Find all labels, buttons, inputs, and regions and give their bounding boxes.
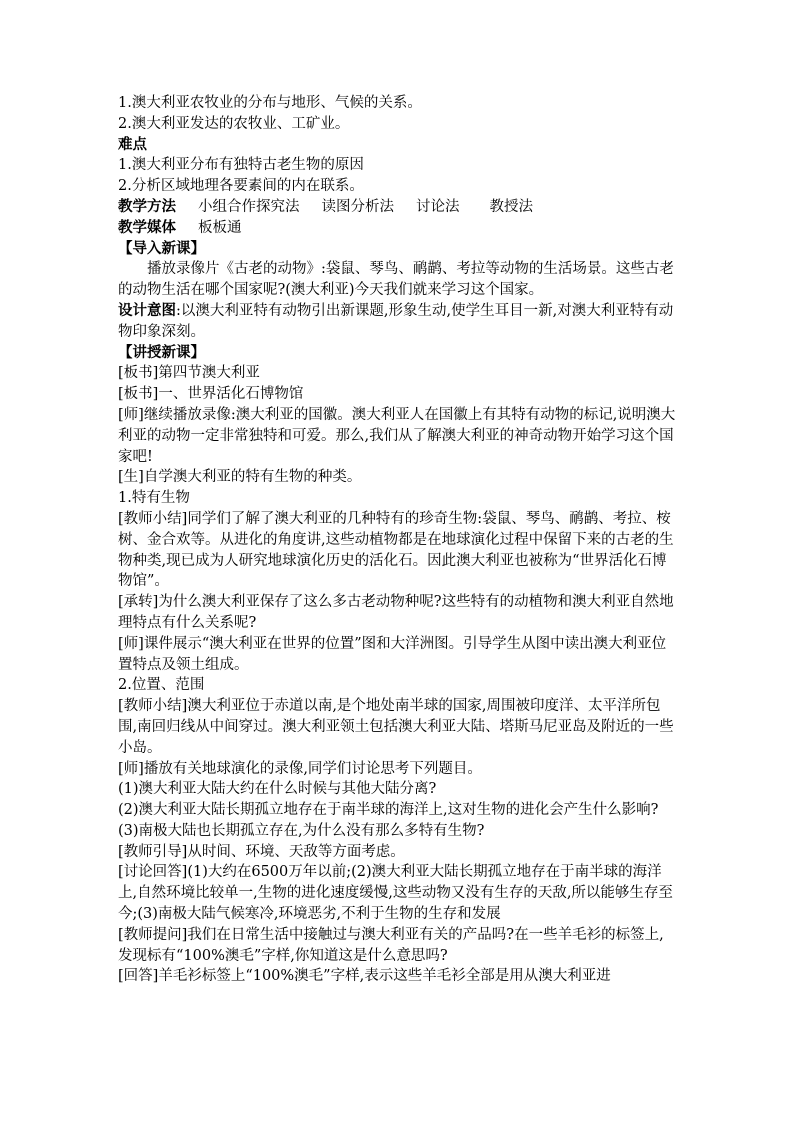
teaching-media-value: 板板通: [198, 219, 242, 236]
paragraph: [生]自学澳大利亚的特有生物的种类。: [118, 469, 362, 486]
paragraph: [教师小结]澳大利亚位于赤道以南,是个地处南半球的国家,周围被印度洋、太平洋所包围,南回归线从中间穿过。澳大利亚领土包括澳大利亚大陆、塔斯马尼亚岛及附近的一些小岛。: [118, 698, 674, 756]
paragraph: 2.位置、范围: [118, 677, 205, 694]
paragraph: (3)南极大陆也长期孤立存在,为什么没有那么多特有生物?: [118, 822, 485, 839]
intro-paragraph: 播放录像片《古老的动物》:袋鼠、琴鸟、鸸鹋、考拉等动物的生活场景。这些古老的动物生活在哪个国家呢?(澳大利亚)今天我们就来学习这个国家。: [118, 261, 674, 299]
paragraph: [板书]第四节澳大利亚: [118, 365, 260, 382]
difficulty-2: 2.分析区域地理各要素间的内在联系。: [118, 178, 364, 195]
design-intent-label: 设计意图: [118, 301, 176, 319]
point-2: 2.澳大利亚发达的农牧业、工矿业。: [118, 115, 350, 132]
paragraph: [师]继续播放录像:澳大利亚的国徽。澳大利亚人在国徽上有其特有动物的标记,说明澳大利亚的动物一定非常独特和可爱。那么,我们从了解澳大利亚的神奇动物开始学习这个国家吧!: [118, 406, 676, 465]
paragraph: [教师引导]从时间、环境、天敌等方面考虑。: [118, 843, 405, 860]
method-item: 小组合作探究法: [198, 198, 300, 215]
paragraph: (2)澳大利亚大陆长期孤立地存在于南半球的海洋上,这对生物的进化会产生什么影响?: [118, 802, 659, 819]
paragraph: [教师小结]同学们了解了澳大利亚的几种特有的珍奇生物:袋鼠、琴鸟、鸸鹋、考拉、桉树、金合欢等。从进化的角度讲,这些动植物都是在地球演化过程中保留下来的古老的生物种类,现已成为人研究地球演化历史的活化石。因此澳大利亚也被称为“世界活化石博物馆”。: [118, 510, 674, 590]
point-1: 1.澳大利亚农牧业的分布与地形、气候的关系。: [118, 95, 422, 111]
paragraph: [师]课件展示“澳大利亚在世界的位置”图和大洋洲图。引导学生从图中读出澳大利亚位置特点及领土组成。: [118, 635, 667, 673]
design-intent-text: :以澳大利亚特有动物引出新课题,形象生动,使学生耳目一新,对澳大利亚特有动物印象深刻。: [118, 302, 674, 340]
teaching-methods-row: [118, 197, 678, 218]
paragraph: [回答]羊毛衫标签上“100%澳毛”字样,表示这些羊毛衫全部是用从澳大利亚进: [118, 968, 611, 985]
document-page: [118, 93, 678, 987]
paragraph: [讨论回答](1)大约在6500万年以前;(2)澳大利亚大陆长期孤立地存在于南半球的海洋上,自然环境比较单一,生物的进化速度缓慢,这些动物又没有生存的天敌,所以能够生存至今;(3)南极大陆气候寒冷,环境恶劣,不利于生物的生存和发展: [118, 864, 673, 923]
paragraph: (1)澳大利亚大陆大约在什么时候与其他大陆分离?: [118, 781, 437, 798]
teaching-methods-label: 教学方法: [118, 197, 176, 215]
section-heading-intro: 【导入新课】: [118, 239, 205, 257]
difficulty-1: 1.澳大利亚分布有独特古老生物的原因: [118, 157, 364, 174]
method-item: 讨论法: [416, 198, 460, 215]
section-heading-lecture: 【讲授新课】: [118, 343, 205, 361]
section-heading-difficulty: 难点: [118, 135, 147, 153]
paragraph: [承转]为什么澳大利亚保存了这么多古老动物种呢?这些特有的动植物和澳大利亚自然地理特点有什么关系呢?: [118, 594, 674, 631]
method-item: 读图分析法: [321, 198, 394, 215]
teaching-media-row: [118, 218, 678, 239]
method-item: 教授法: [489, 198, 533, 215]
paragraph: 1.特有生物: [118, 490, 190, 507]
paragraph: [教师提问]我们在日常生活中接触过与澳大利亚有关的产品吗?在一些羊毛衫的标签上,发现标有“100%澳毛”字样,你知道这是什么意思吗?: [118, 926, 664, 964]
design-intent-paragraph: [118, 301, 678, 343]
paragraph: [师]播放有关地球演化的录像,同学们讨论思考下列题目。: [118, 760, 482, 777]
paragraph: [板书]一、世界活化石博物馆: [118, 386, 304, 403]
teaching-media-label: 教学媒体: [118, 218, 176, 236]
